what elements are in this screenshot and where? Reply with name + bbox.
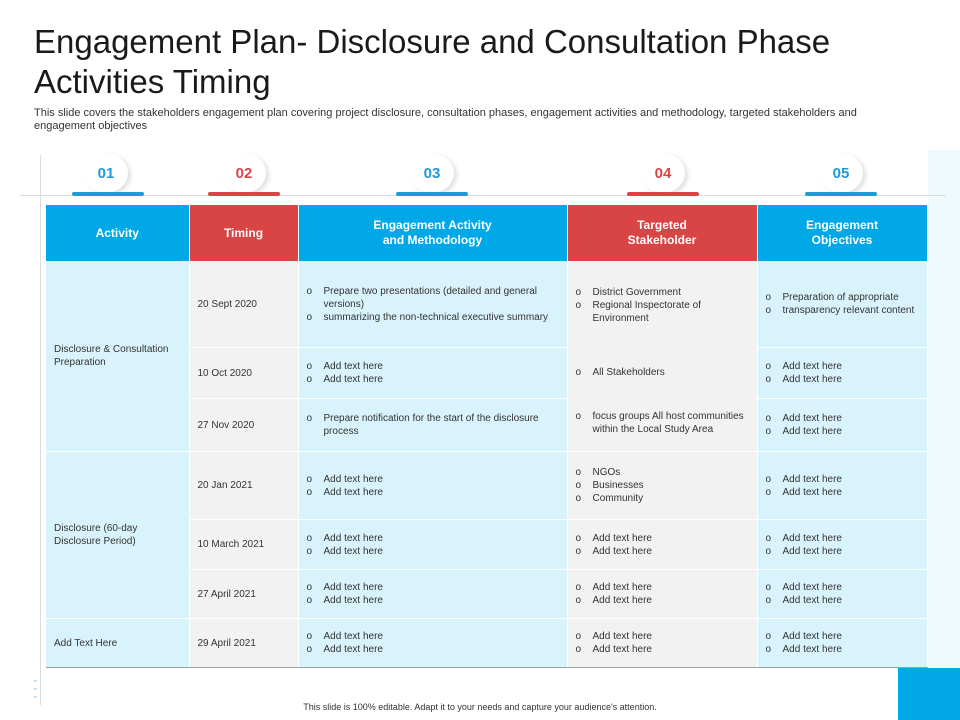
stakeholder-text: Regional Inspectorate of Environment: [592, 299, 701, 324]
objective-text: Add text here: [782, 486, 842, 498]
header-methodology: Engagement Activity and Methodology: [298, 205, 567, 261]
methodology-text: Add text here: [323, 545, 383, 557]
bullet-marker: o: [765, 361, 772, 373]
methodology-cell: [298, 399, 567, 452]
bullet-marker: o: [765, 631, 772, 642]
list-item: [766, 594, 919, 607]
bullet-marker: o: [575, 411, 582, 422]
timing-cell: 20 Jan 2021: [189, 452, 298, 520]
list-item: [307, 581, 559, 594]
badge-03: 03: [410, 153, 454, 193]
list-item: [307, 473, 559, 486]
timing-cell: 27 Nov 2020: [189, 399, 298, 452]
badge-05-underline: [805, 192, 877, 196]
bullet-marker: o: [575, 286, 582, 298]
objective-text: Add text here: [782, 532, 842, 544]
list-item: [576, 479, 749, 492]
bullet-marker: o: [306, 413, 313, 424]
methodology-text: Prepare notification for the start of the disclosure process: [323, 413, 539, 437]
badge-01: 01: [84, 153, 128, 193]
stakeholder-text: District Government: [592, 286, 681, 298]
objective-text: Add text here: [782, 595, 842, 606]
table-header-row: [46, 205, 927, 261]
badge-02: 02: [222, 153, 266, 193]
list-item: [576, 410, 749, 436]
slide-title: Engagement Plan- Disclosure and Consultation Phase Activities Timing: [34, 23, 831, 100]
list-item: [307, 532, 559, 545]
methodology-text: Add text here: [323, 644, 383, 655]
bullet-marker: o: [306, 473, 313, 485]
timing-cell: 10 Oct 2020: [189, 348, 298, 399]
objectives-cell: [757, 348, 927, 399]
bullet-marker: o: [306, 532, 313, 544]
badge-02-underline: [208, 192, 280, 196]
bullet-marker: o: [575, 582, 582, 593]
methodology-text: summarizing the non-technical executive summary: [323, 311, 549, 323]
list-item: [766, 373, 919, 386]
header-objectives: Engagement Objectives: [757, 205, 927, 261]
bullet-marker: o: [575, 595, 582, 606]
objectives-cell: [757, 619, 927, 668]
chevrons-decor-icon: ˇ ˇ ˇ: [34, 679, 37, 705]
list-item: [766, 425, 919, 438]
methodology-text: Add text here: [323, 532, 383, 544]
list-item: [766, 532, 919, 545]
badge-01-underline: [72, 192, 144, 196]
bullet-marker: o: [765, 473, 772, 485]
methodology-cell: [298, 452, 567, 520]
header-timing: Timing: [189, 205, 298, 261]
list-item: [576, 299, 749, 325]
objectives-cell: [757, 452, 927, 520]
bullet-marker: o: [575, 480, 582, 491]
bullet-marker: o: [306, 631, 313, 642]
methodology-text: Add text here: [323, 582, 383, 593]
bullet-marker: o: [306, 486, 313, 498]
stakeholder-text: NGOs: [592, 467, 621, 478]
stakeholder-cell: [567, 619, 757, 668]
list-item: [766, 545, 919, 558]
list-item: [576, 581, 749, 594]
stakeholder-text: Add text here: [592, 545, 652, 557]
bullet-marker: o: [306, 582, 313, 593]
list-item: [576, 466, 749, 479]
bullet-marker: o: [575, 631, 582, 642]
list-item: [576, 630, 749, 643]
objective-text: Add text here: [782, 545, 842, 557]
bullet-marker: o: [765, 486, 772, 498]
list-item: [766, 304, 919, 317]
timing-cell: 10 March 2021: [189, 520, 298, 570]
list-item: [576, 545, 749, 558]
methodology-cell: [298, 520, 567, 570]
list-item: [307, 545, 559, 558]
corner-accent-square: [898, 668, 960, 720]
objective-text: Add text here: [782, 473, 842, 485]
left-divider-line: [40, 155, 41, 705]
bullet-marker: o: [306, 361, 313, 373]
list-item: [766, 643, 919, 656]
list-item: [766, 360, 919, 373]
list-item: [307, 630, 559, 643]
list-item: [766, 486, 919, 499]
stakeholder-text: Add text here: [592, 582, 652, 593]
activity-cell: Disclosure & Consultation Preparation: [46, 261, 189, 452]
objectives-cell: [757, 261, 927, 348]
bullet-marker: o: [306, 545, 313, 557]
list-item: [307, 311, 559, 324]
engagement-plan-table: [46, 205, 928, 668]
stakeholder-text: Add text here: [592, 595, 652, 606]
stakeholder-text: focus groups All host communities within the Local Study Area: [592, 411, 744, 435]
timing-cell: 27 April 2021: [189, 570, 298, 619]
bullet-marker: o: [765, 292, 772, 304]
bullet-marker: o: [575, 366, 582, 378]
bullet-marker: o: [765, 305, 772, 317]
list-item: [307, 594, 559, 607]
methodology-cell: [298, 619, 567, 668]
slide-subtitle: This slide covers the stakeholders engagement plan covering project disclosure, consultation phases, engagement activities and methodology, targeted stakeholders and engagement objectives: [34, 107, 857, 132]
methodology-text: Add text here: [323, 473, 383, 485]
bullet-marker: o: [306, 311, 313, 323]
slide-footer: This slide is 100% editable. Adapt it to your needs and capture your audience's attention.: [303, 702, 657, 712]
methodology-text: Add text here: [323, 631, 383, 642]
objective-text: transparency relevant content: [782, 305, 915, 317]
objectives-cell: [757, 520, 927, 570]
header-stakeholder: Targeted Stakeholder: [567, 205, 757, 261]
list-item: [766, 412, 919, 425]
list-item: [307, 360, 559, 373]
list-item: [307, 412, 559, 438]
list-item: [307, 643, 559, 656]
stakeholder-text: All Stakeholders: [592, 366, 665, 378]
stakeholder-cell: [567, 520, 757, 570]
methodology-text: Prepare two presentations (detailed and general versions): [323, 285, 537, 310]
list-item: [766, 581, 919, 594]
bullet-marker: o: [575, 467, 582, 478]
bullet-marker: o: [575, 532, 582, 544]
bullet-marker: o: [765, 532, 772, 544]
bullet-marker: o: [765, 582, 772, 593]
list-item: [307, 486, 559, 499]
list-item: [766, 291, 919, 304]
objectives-cell: [757, 570, 927, 619]
bullet-marker: o: [306, 644, 313, 655]
list-item: [766, 473, 919, 486]
list-item: [307, 285, 559, 311]
list-item: [307, 373, 559, 386]
bullet-marker: o: [765, 426, 772, 437]
badge-05: 05: [819, 153, 863, 193]
bullet-marker: o: [765, 545, 772, 557]
table-row: [46, 452, 927, 520]
badge-04: 04: [641, 153, 685, 193]
timing-cell: 29 April 2021: [189, 619, 298, 668]
objective-text: Add text here: [782, 644, 842, 655]
objective-text: Add text here: [782, 631, 842, 642]
list-item: [576, 532, 749, 545]
methodology-text: Add text here: [323, 374, 383, 386]
stakeholder-text: Community: [592, 493, 644, 504]
bullet-marker: o: [306, 374, 313, 386]
methodology-cell: [298, 570, 567, 619]
objective-text: Preparation of appropriate: [782, 292, 899, 304]
objective-text: Add text here: [782, 426, 842, 437]
methodology-text: Add text here: [323, 361, 383, 373]
list-item: [576, 643, 749, 656]
objective-text: Add text here: [782, 413, 842, 424]
objective-text: Add text here: [782, 361, 842, 373]
bullet-marker: o: [575, 545, 582, 557]
list-item: [576, 286, 749, 299]
objective-text: Add text here: [782, 374, 842, 386]
list-item: [576, 594, 749, 607]
methodology-text: Add text here: [323, 595, 383, 606]
bullet-marker: o: [306, 285, 313, 297]
methodology-cell: [298, 348, 567, 399]
table-row: [46, 261, 927, 348]
bullet-marker: o: [765, 413, 772, 424]
methodology-text: Add text here: [323, 486, 383, 498]
stakeholder-text: Add text here: [592, 631, 652, 642]
activity-cell: Add Text Here: [46, 619, 189, 668]
list-item: [766, 630, 919, 643]
bullet-marker: o: [575, 493, 582, 504]
header-activity: Activity: [46, 205, 189, 261]
stakeholder-text: Add text here: [592, 532, 652, 544]
stakeholder-cell: [567, 570, 757, 619]
methodology-cell: [298, 261, 567, 348]
right-decor-panel: [928, 150, 960, 670]
stakeholder-cell: [567, 261, 757, 452]
badge-04-underline: [627, 192, 699, 196]
stakeholder-cell: [567, 452, 757, 520]
bullet-marker: o: [765, 644, 772, 655]
bullet-marker: o: [306, 595, 313, 606]
list-item: [576, 492, 749, 505]
objective-text: Add text here: [782, 582, 842, 593]
timing-cell: 20 Sept 2020: [189, 261, 298, 348]
bullet-marker: o: [575, 299, 582, 311]
stakeholder-text: Add text here: [592, 644, 652, 655]
activity-cell: Disclosure (60-day Disclosure Period): [46, 452, 189, 619]
stakeholder-text: Businesses: [592, 480, 644, 491]
badge-03-underline: [396, 192, 468, 196]
bullet-marker: o: [765, 595, 772, 606]
objectives-cell: [757, 399, 927, 452]
bullet-marker: o: [575, 644, 582, 655]
bullet-marker: o: [765, 374, 772, 386]
table-row: [46, 619, 927, 668]
list-item: [576, 366, 665, 379]
